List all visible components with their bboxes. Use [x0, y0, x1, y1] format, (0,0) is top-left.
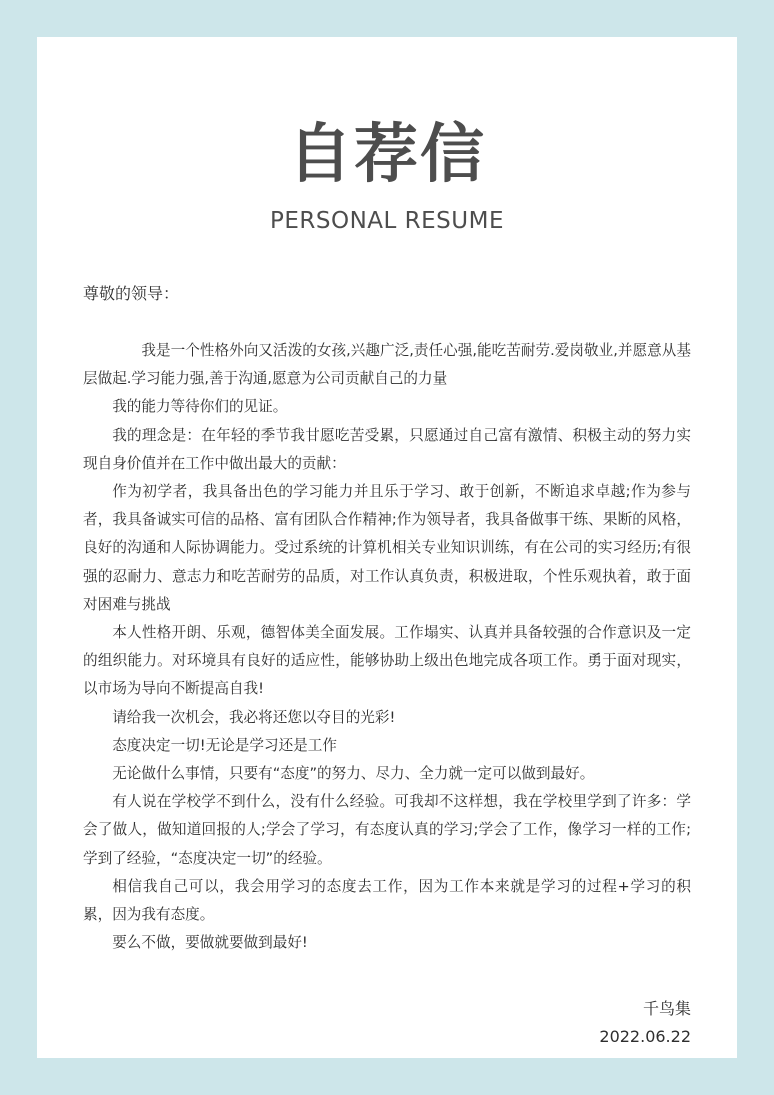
signature-date: 2022.06.22 [599, 1027, 691, 1046]
paragraph: 作为初学者，我具备出色的学习能力并且乐于学习、敢于创新，不断追求卓越;作为参与者，我具备诚实可信的品格、富有团队合作精神;作为领导者，我具备做事干练、果断的风格，良好的沟通和人际协调能力。受过系统的计算机相关专业知识训练，有在公司的实习经历;有很强的忍耐力、意志力和吃苦耐劳的品质，对工作认真负责，积极进取，个性乐观执着，敢于面对困难与挑战 [83, 483, 691, 613]
paragraph: 相信我自己可以，我会用学习的态度去工作，因为工作本来就是学习的过程+学习的积累，因为我有态度。 [83, 877, 691, 924]
signature-block [599, 995, 691, 1051]
letter-page [37, 37, 737, 1058]
paragraph: 态度决定一切!无论是学习还是工作 [112, 736, 337, 754]
paragraph: 我的理念是：在年轻的季节我甘愿吃苦受累，只愿通过自己富有激情、积极主动的努力实现自身价值并在工作中做出最大的贡献： [83, 426, 691, 472]
paragraph: 我的能力等待你们的见证。 [112, 398, 288, 416]
paragraph: 我是一个性格外向又活泼的女孩,兴趣广泛,责任心强,能吃苦耐劳.爱岗敬业,并愿意从基层做起.学习能力强,善于沟通,愿意为公司贡献自己的力量 [83, 342, 691, 388]
letter-body [83, 337, 691, 957]
page-subtitle: PERSONAL RESUME [270, 208, 504, 234]
page-title: 自荐信 [288, 118, 486, 192]
paragraph: 请给我一次机会，我必将还您以夺目的光彩! [112, 708, 396, 726]
paragraph: 本人性格开朗、乐观，德智体美全面发展。工作塌实、认真并具备较强的合作意识及一定的组织能力。对环境具有良好的适应性，能够协助上级出色地完成各项工作。勇于面对现实，以市场为导向不断提高自我! [83, 624, 691, 698]
paragraph: 要么不做，要做就要做到最好! [112, 934, 308, 952]
salutation: 尊敬的领导： [83, 284, 180, 303]
paragraph: 无论做什么事情，只要有“态度”的努力、尽力、全力就一定可以做到最好。 [112, 765, 595, 783]
signature-name: 千鸟集 [642, 999, 691, 1018]
paragraph: 有人说在学校学不到什么，没有什么经验。可我却不这样想，我在学校里学到了许多：学会了做人，做知道回报的人;学会了学习，有态度认真的学习;学会了工作，像学习一样的工作;学到了经验，“态度决定一切”的经验。 [83, 793, 691, 867]
